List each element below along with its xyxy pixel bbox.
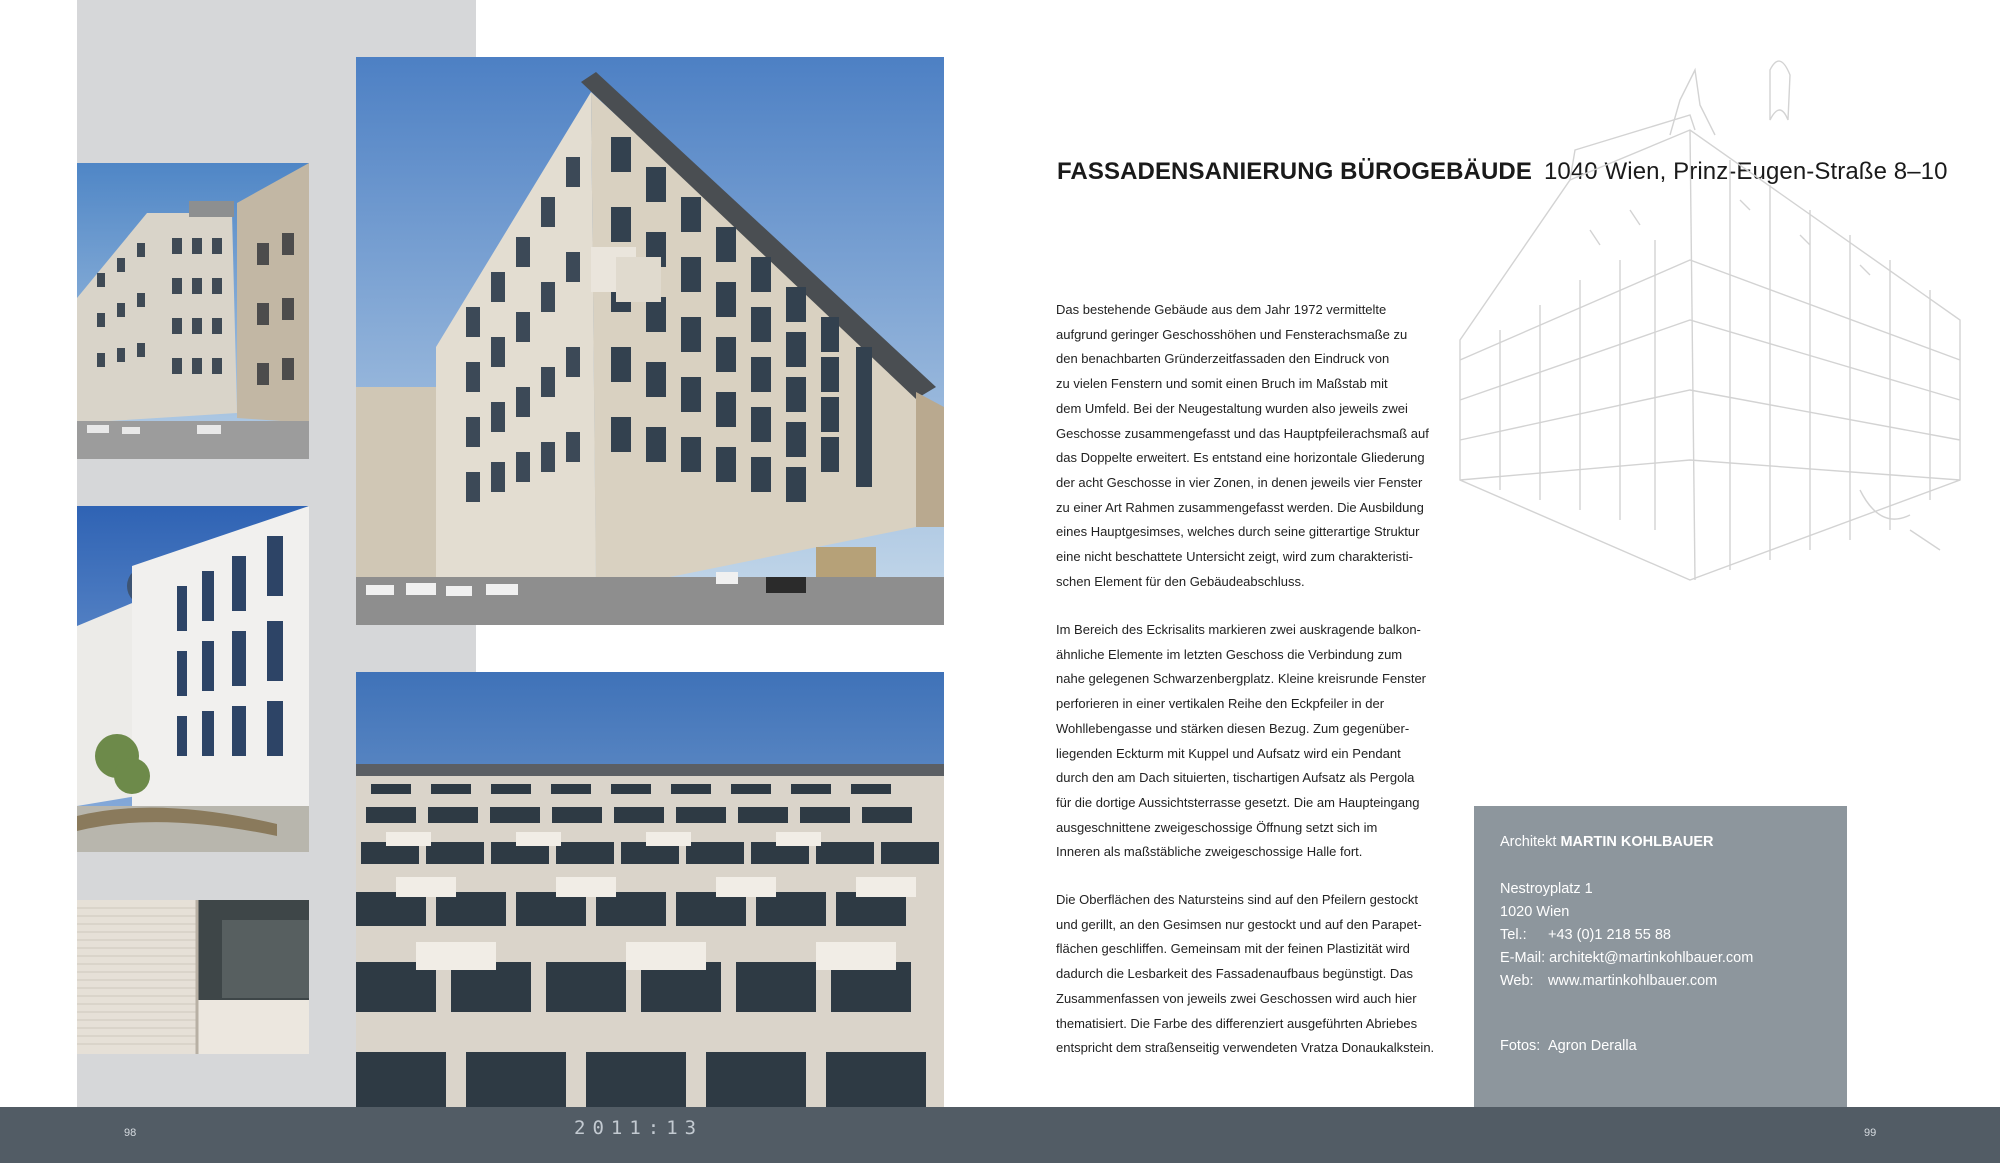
corner-office-building-photo	[356, 57, 944, 625]
tel-value: +43 (0)1 218 55 88	[1548, 927, 1671, 943]
issue-label: 2011:13	[574, 1117, 704, 1139]
photo-credit	[1500, 1038, 1637, 1054]
address-city: 1020 Wien	[1500, 904, 1570, 920]
architect-line	[1500, 834, 1714, 850]
web-value[interactable]: www.martinkohlbauer.com	[1548, 973, 1718, 989]
paragraph-2-text: Im Bereich des Eckrisalits markieren zwei auskragende balkon- ähnliche Elemente im letzten Geschoss die Verbindung zum nahe gelegenen Schwarzenbergplatz. Kleine kreisrunde Fenster perforieren in einer vertikalen Reihe den Eckpfeiler in der Wohllebengasse und stärken diesen Bezug. Zum gegenüber- liegenden Eckturm mit Kuppel und Aufsatz wird ein Pendant durch den am Dach situierten, tischartigen Aufsatz als Pergola für die dortige Aussichtsterrasse gesetzt. Die am Haupteingang ausgeschnittene zweigeschossige Öffnung setzt sich im Inneren als maßstäbliche zweigeschossige Halle fort.	[1056, 622, 1427, 860]
fotos-value: Agron Deralla	[1548, 1038, 1637, 1054]
facade-upward-view-photo	[356, 672, 944, 1110]
address-street: Nestroyplatz 1	[1500, 881, 1593, 897]
web-label: Web:	[1500, 973, 1534, 989]
paragraph-2	[1056, 618, 1451, 865]
architect-contact	[1500, 878, 1753, 993]
tel-row	[1500, 924, 1753, 947]
white-facade-courtyard-photo	[77, 506, 309, 852]
title-address: 1040 Wien, Prinz-Eugen-Straße 8–10	[1543, 158, 1948, 185]
architect-name: MARTIN KOHLBAUER	[1560, 834, 1714, 850]
page-number-left: 98	[124, 1127, 137, 1139]
email-row	[1500, 947, 1753, 970]
architect-prefix: Architekt	[1500, 834, 1557, 850]
web-row	[1500, 970, 1753, 993]
paragraph-3	[1056, 888, 1451, 1061]
paragraph-1	[1056, 298, 1451, 594]
paragraph-1-text: Das bestehende Gebäude aus dem Jahr 1972 vermittelte aufgrund geringer Geschosshöhen und Fensterachsmaße zu den benachbarten Gründerzeitfassaden den Eindruck von zu vielen Fenstern und somit einen Bruch im Maßstab mit dem Umfeld. Bei der Neugestaltung wurden also jeweils zwei Geschosse zusammengefasst und das Hauptpfeilerachsmaß auf das Doppelte erweitert. Es entstand eine horizontale Gliederung der acht Geschosse in vier Zonen, in denen jeweils vier Fenster zu einer Art Rahmen zusammengefasst werden. Die Ausbildung eines Hauptgesimses, welches durch seine gitterartige Struktur eine nicht beschattete Untersicht zeigt, wird zum charakteristi- schen Element für den Gebäudeabschluss.	[1056, 302, 1429, 589]
page-number-right: 99	[1864, 1127, 1877, 1139]
office-building-street-view-photo	[77, 163, 309, 459]
paragraph-3-text: Die Oberflächen des Natursteins sind auf den Pfeilern gestockt und gerillt, an den Gesimsen nur gestockt und auf den Parapet- flächen geschliffen. Gemeinsam mit der feinen Plastizität wird dadurch die Lesbarkeit des Fassadenaufbaus begünstigt. Das Zusammenfassen von jeweils zwei Geschossen wird auch hier thematisiert. Die Farbe des differenziert ausgeführten Abriebes entspricht dem straßenseitig verwendeten Vratza Donaukalkstein.	[1056, 892, 1435, 1056]
tel-label: Tel.:	[1500, 927, 1527, 943]
building-pencil-sketch	[1440, 60, 2000, 600]
email-value[interactable]: architekt@martinkohlbauer.com	[1549, 950, 1754, 966]
email-label: E-Mail:	[1500, 950, 1546, 966]
fotos-label: Fotos:	[1500, 1038, 1541, 1054]
stone-facade-detail-photo	[77, 900, 309, 1054]
title-project-name: FASSADENSANIERUNG BÜROGEBÄUDE	[1057, 158, 1532, 185]
page-footer	[0, 1107, 2000, 1163]
